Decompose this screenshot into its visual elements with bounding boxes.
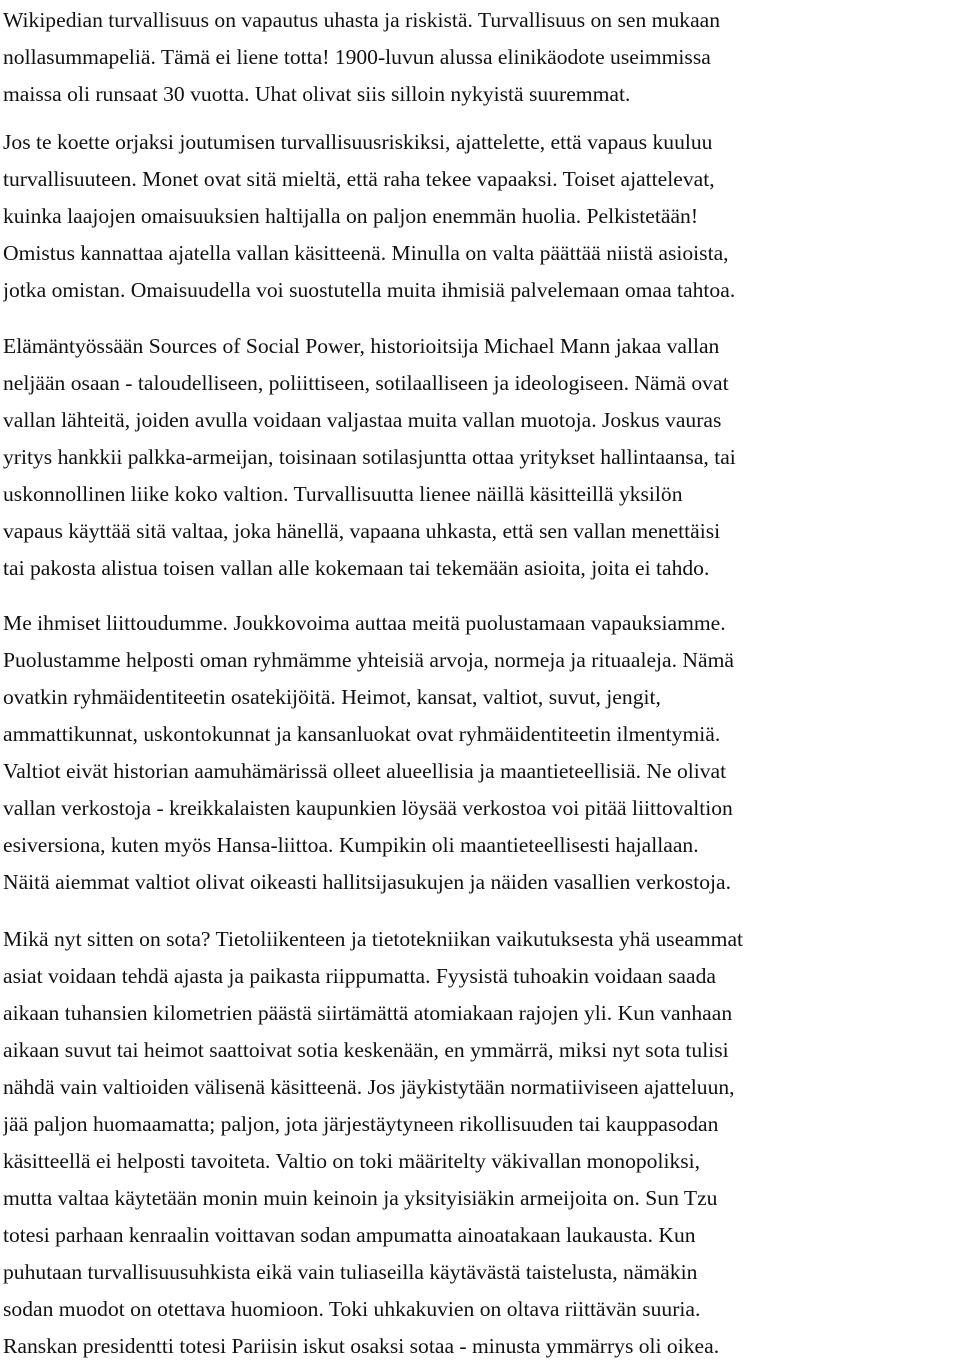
text-line: nähdä vain valtioiden välisenä käsitteenä. Jos jäykistytään normatiiviseen ajatteluun, [3, 1075, 735, 1099]
text-line: Wikipedian turvallisuus on vapautus uhasta ja riskistä. Turvallisuus on sen mukaan [3, 8, 721, 32]
text-line: Näitä aiemmat valtiot olivat oikeasti hallitsijasukujen ja näiden vasallien verkostoja. [3, 870, 731, 894]
text-line: asiat voidaan tehdä ajasta ja paikasta riippumatta. Fyysistä tuhoakin voidaan saada [3, 964, 716, 988]
paragraph-sources-of-power [3, 328, 736, 587]
text-line: vallan verkostoja - kreikkalaisten kaupunkien löysää verkostoa voi pitää liittovaltion [3, 796, 733, 820]
text-line: käsitteellä ei helposti tavoiteta. Valtio on toki määritelty väkivallan monopoliksi, [3, 1149, 701, 1173]
text-line: turvallisuuteen. Monet ovat sitä mieltä, että raha tekee vapaaksi. Toiset ajattelevat, [3, 167, 715, 191]
paragraph-freedom-ownership [3, 124, 735, 309]
text-line: Me ihmiset liittoudumme. Joukkovoima auttaa meitä puolustamaan vapauksiamme. [3, 611, 726, 635]
text-line: nollasummapeliä. Tämä ei liene totta! 1900-luvun alussa elinikäodote useimmissa [3, 45, 711, 69]
text-line: jää paljon huomaamatta; paljon, jota järjestäytyneen rikollisuuden tai kauppasodan [3, 1112, 719, 1136]
text-line: ovatkin ryhmäidentiteetin osatekijöitä. Heimot, kansat, valtiot, suvut, jengit, [3, 685, 661, 709]
text-line: Omistus kannattaa ajatella vallan käsitteenä. Minulla on valta päättää niistä asioista, [3, 241, 729, 265]
text-line: aikaan suvut tai heimot saattoivat sotia keskenään, en ymmärrä, miksi nyt sota tulisi [3, 1038, 729, 1062]
text-line: Ranskan presidentti totesi Pariisin iskut osaksi sotaa - minusta ymmärrys oli oikea. [3, 1334, 720, 1358]
paragraph-group-identity [3, 605, 734, 901]
text-line: tai pakosta alistua toisen vallan alle kokemaan tai tekemään asioita, joita ei tahdo. [3, 556, 710, 580]
text-line: Puolustamme helposti oman ryhmämme yhteisiä arvoja, normeja ja rituaaleja. Nämä [3, 648, 734, 672]
text-line: maissa oli runsaat 30 vuotta. Uhat olivat siis silloin nykyistä suuremmat. [3, 82, 631, 106]
paragraph-wikipedia-security [3, 2, 720, 113]
text-line: sodan muodot on otettava huomioon. Toki uhkakuvien on oltava riittävän suuria. [3, 1297, 701, 1321]
text-line: Mikä nyt sitten on sota? Tietoliikenteen ja tietotekniikan vaikutuksesta yhä useammat [3, 927, 744, 951]
text-line: vapaus käyttää sitä valtaa, joka hänellä, vapaana uhkasta, että sen vallan menettäisi [3, 519, 721, 543]
text-line: uskonnollinen liike koko valtion. Turvallisuutta lienee näillä käsitteillä yksilön [3, 482, 683, 506]
text-line: Valtiot eivät historian aamuhämärissä olleet alueellisia ja maantieteellisiä. Ne olivat [3, 759, 727, 783]
text-line: neljään osaan - taloudelliseen, poliittiseen, sotilaalliseen ja ideologiseen. Nämä ovat [3, 371, 729, 395]
paragraph-what-is-war [3, 921, 743, 1365]
text-line: kuinka laajojen omaisuuksien haltijalla on paljon enemmän huolia. Pelkistetään! [3, 204, 699, 228]
text-line: yritys hankkii palkka-armeijan, toisinaan sotilasjuntta ottaa yritykset hallintaansa, tai [3, 445, 736, 469]
text-line: Elämäntyössään Sources of Social Power, historioitsija Michael Mann jakaa vallan [3, 334, 720, 358]
text-line: mutta valtaa käytetään monin muin keinoin ja yksityisiäkin armeijoita on. Sun Tzu [3, 1186, 718, 1210]
text-line: ammattikunnat, uskontokunnat ja kansanluokat ovat ryhmäidentiteetin ilmentymiä. [3, 722, 721, 746]
text-line: aikaan tuhansien kilometrien päästä siirtämättä atomiakaan rajojen yli. Kun vanhaan [3, 1001, 733, 1025]
text-line: puhutaan turvallisuusuhkista eikä vain tuliaseilla käytävästä taistelusta, nämäkin [3, 1260, 698, 1284]
text-line: totesi parhaan kenraalin voittavan sodan ampumatta ainoatakaan laukausta. Kun [3, 1223, 696, 1247]
text-line: vallan lähteitä, joiden avulla voidaan valjastaa muita vallan muotoja. Joskus vauras [3, 408, 722, 432]
text-line: Jos te koette orjaksi joutumisen turvallisuusriskiksi, ajattelette, että vapaus kuuluu [3, 130, 713, 154]
text-line: jotka omistan. Omaisuudella voi suostutella muita ihmisiä palvelemaan omaa tahtoa. [3, 278, 736, 302]
text-line: esiversiona, kuten myös Hansa-liittoa. Kumpikin oli maantieteellisesti hajallaan. [3, 833, 699, 857]
